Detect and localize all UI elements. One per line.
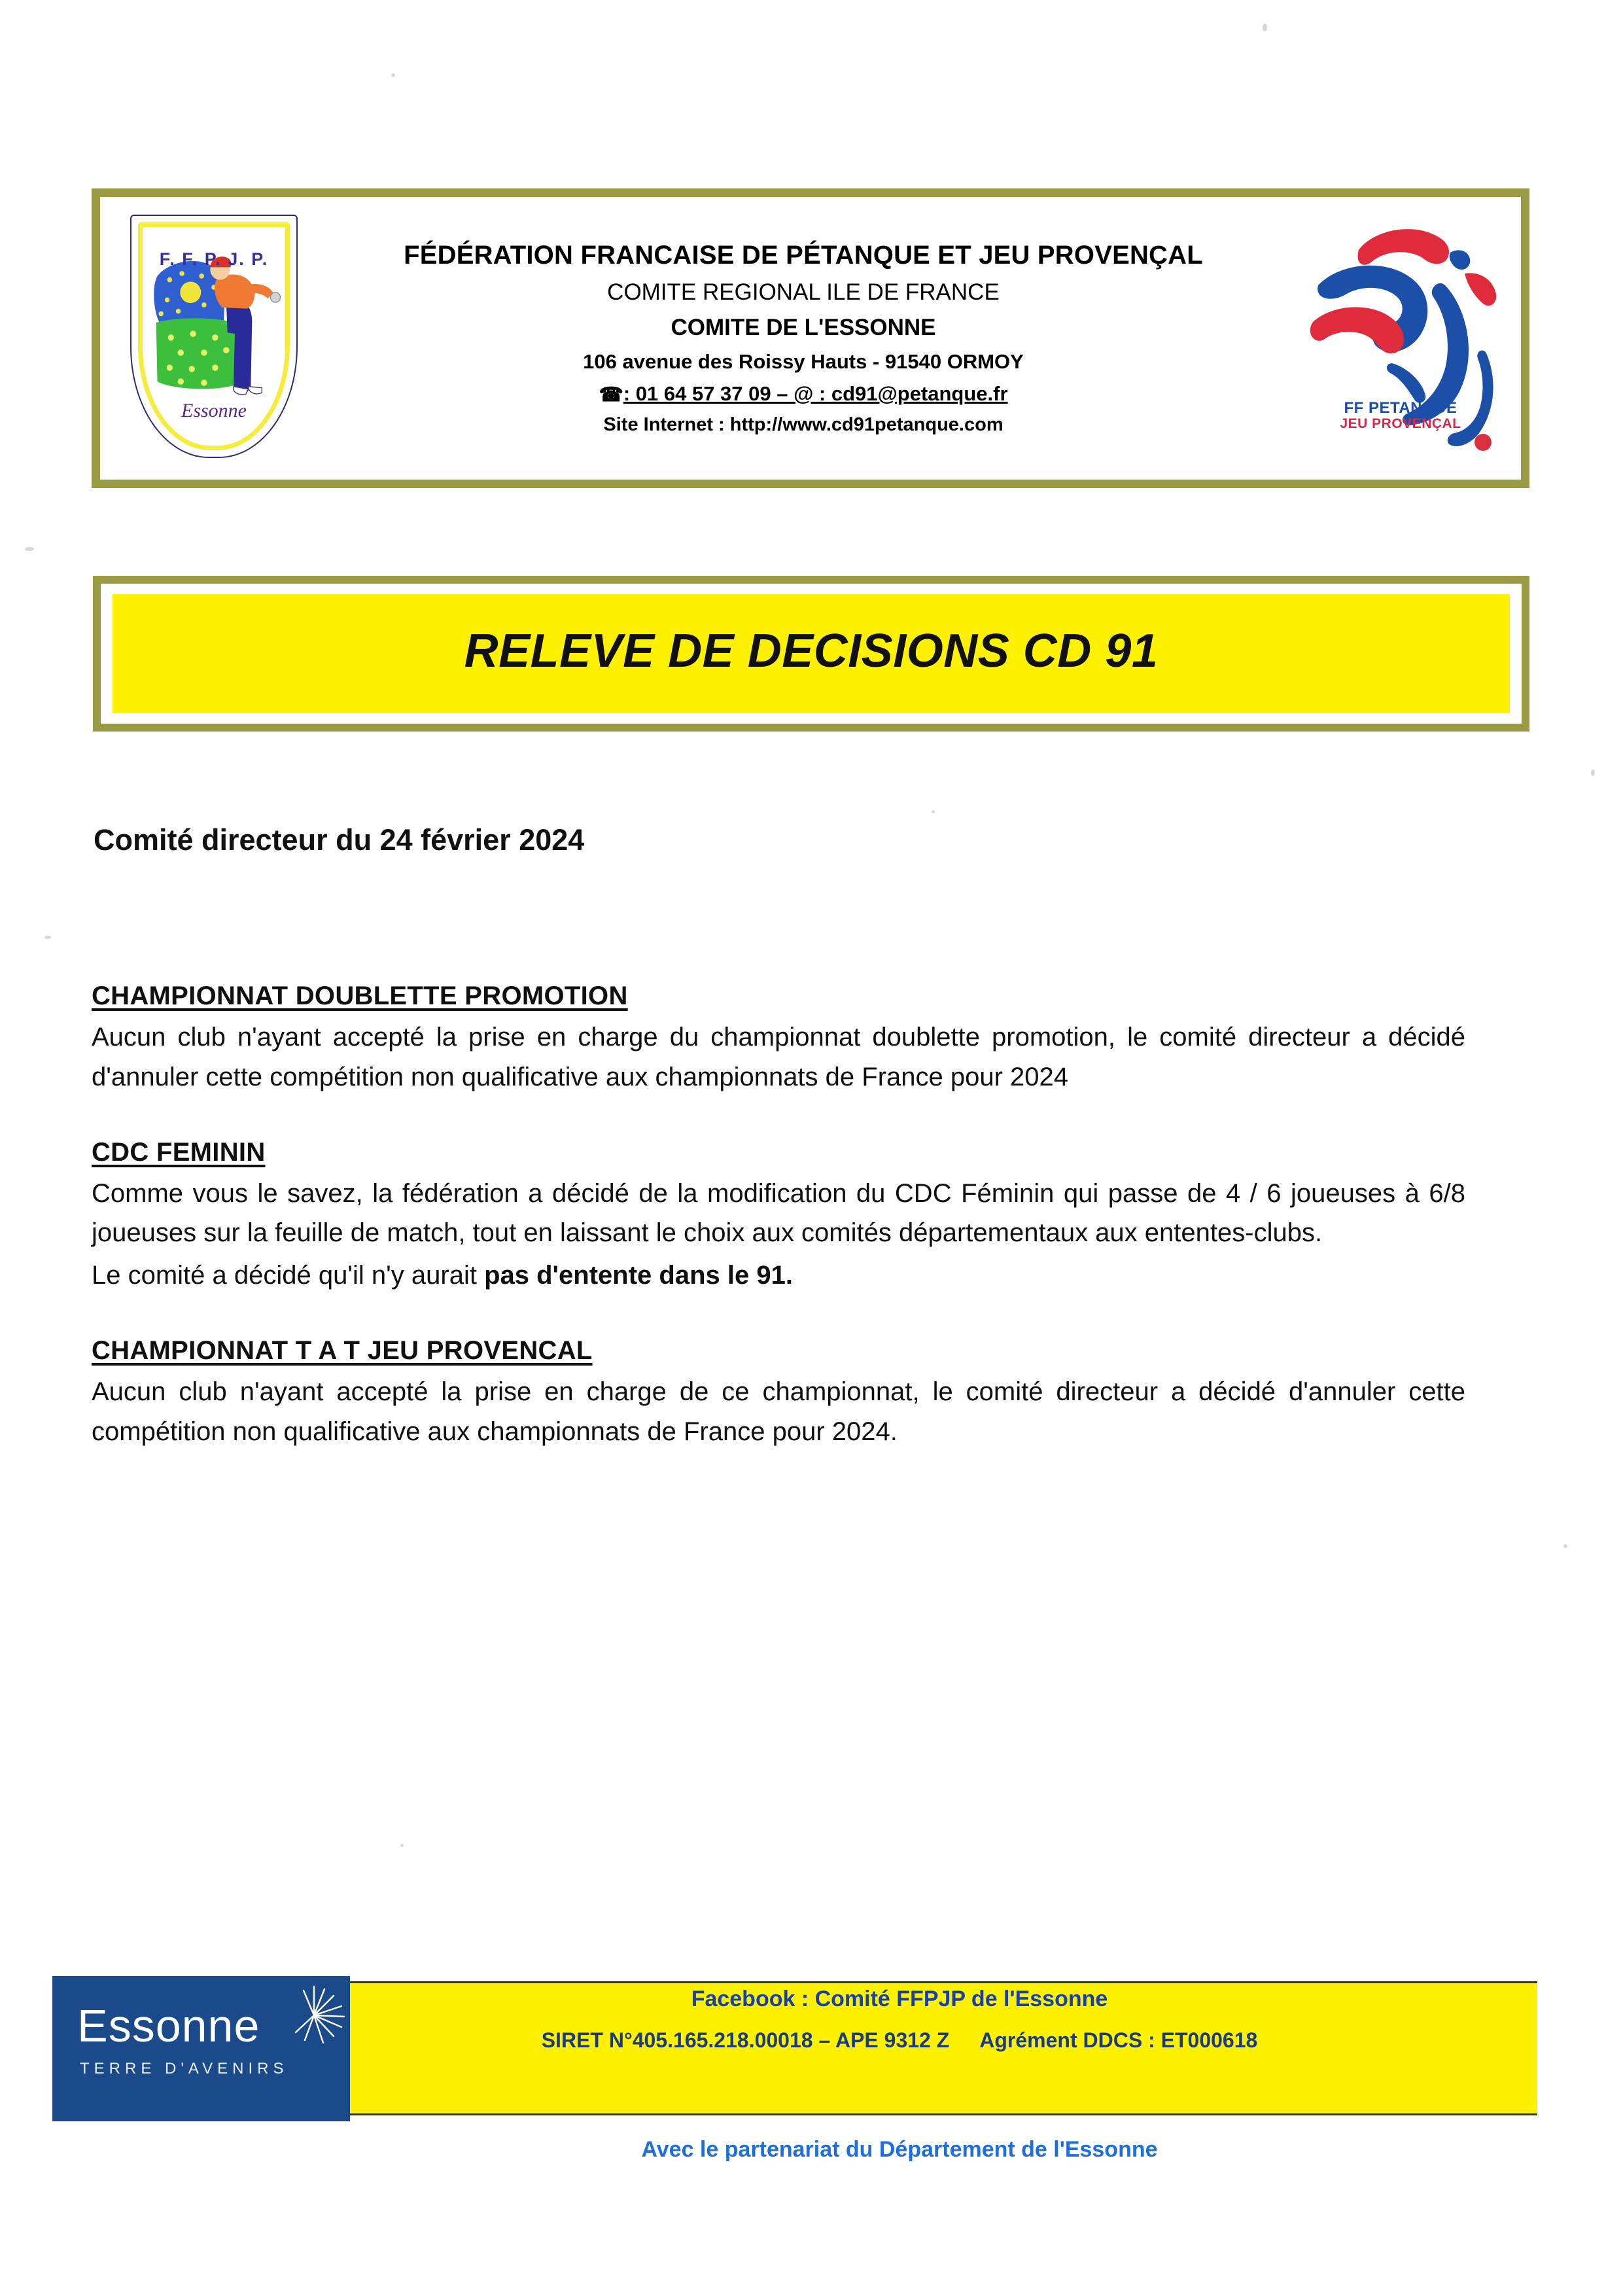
scan-speck bbox=[1591, 769, 1595, 776]
ffp-line-2: JEU PROVENÇAL bbox=[1340, 415, 1461, 431]
ff-petanque-rooster-icon bbox=[1296, 217, 1505, 459]
contact-line bbox=[321, 382, 1285, 406]
entente-prefix: Le comité a décidé qu'il n'y aurait bbox=[92, 1261, 485, 1290]
page-footer bbox=[0, 1975, 1623, 2210]
section-heading: CHAMPIONNAT DOUBLETTE PROMOTION bbox=[92, 981, 628, 1010]
section-paragraph: Aucun club n'ayant accepté la prise en charge de ce championnat, le comité directeur a décidé d'annuler cette compétition non qualificative aux championnats de France pour 2024. bbox=[92, 1377, 1465, 1446]
department-committee: COMITE DE L'ESSONNE bbox=[671, 315, 936, 340]
decisions-body bbox=[92, 981, 1465, 1452]
scan-speck bbox=[44, 936, 51, 939]
scan-speck bbox=[391, 73, 395, 77]
section-paragraph-secondary bbox=[92, 1256, 1465, 1296]
scan-speck bbox=[400, 1844, 404, 1847]
title-banner-frame bbox=[93, 576, 1529, 732]
ffp-line-1: FF PETANQUE bbox=[1344, 399, 1457, 417]
section-doublette-promotion bbox=[92, 981, 1465, 1097]
facebook-line: Facebook : Comité FFPJP de l'Essonne bbox=[691, 1987, 1108, 2011]
essonne-wordmark: Essonne bbox=[77, 2000, 260, 2051]
federation-name: FÉDÉRATION FRANCAISE DE PÉTANQUE ET JEU PROVENÇAL bbox=[404, 241, 1203, 270]
ffpjp-initials: F. F. P. J. P. bbox=[159, 249, 269, 269]
section-heading: CHAMPIONNAT T A T JEU PROVENCAL bbox=[92, 1335, 593, 1365]
scan-speck bbox=[932, 810, 935, 813]
partnership-line: Avec le partenariat du Département de l'Essonne bbox=[641, 2137, 1158, 2162]
ffpjp-shield-icon bbox=[121, 211, 311, 466]
letterhead-text bbox=[311, 241, 1296, 436]
section-paragraph: Comme vous le savez, la fédération a décidé de la modification du CDC Féminin qui passe de 4 / 6 joueuses à 6/8 joueuses sur la feuille de match, tout en laissant le choix aux comités départementaux aux ententes-clubs. bbox=[92, 1178, 1465, 1248]
regional-committee: COMITE REGIONAL ILE DE FRANCE bbox=[607, 279, 1000, 305]
ffpjp-script-label: Essonne bbox=[181, 400, 247, 421]
essonne-logo bbox=[52, 1976, 350, 2121]
contact-text: : 01 64 57 37 09 – @ : cd91@petanque.fr bbox=[623, 382, 1008, 405]
letterhead-box bbox=[92, 188, 1529, 488]
essonne-tagline: TERRE D'AVENIRS bbox=[80, 2060, 288, 2077]
website-line: Site Internet : http://www.cd91petanque.com bbox=[603, 414, 1003, 435]
scan-speck bbox=[25, 547, 34, 551]
page-title: RELEVE DE DECISIONS CD 91 bbox=[464, 625, 1159, 677]
section-tat-jeu-provencal bbox=[92, 1336, 1465, 1452]
siret-number: SIRET N°405.165.218.00018 – APE 9312 Z bbox=[541, 2028, 950, 2052]
telephone-icon: ☎ bbox=[599, 384, 623, 406]
entente-emphasis: pas d'entente dans le 91. bbox=[484, 1261, 793, 1290]
scan-speck bbox=[1563, 1544, 1567, 1548]
title-banner bbox=[113, 594, 1510, 713]
agrement-number: Agrément DDCS : ET000618 bbox=[979, 2028, 1258, 2052]
legal-identifiers-line bbox=[314, 2028, 1485, 2053]
section-cdc-feminin bbox=[92, 1138, 1465, 1296]
meeting-date: Comité directeur du 24 février 2024 bbox=[94, 823, 585, 857]
ff-petanque-wordmark bbox=[1296, 400, 1505, 431]
scan-speck bbox=[1263, 24, 1267, 31]
postal-address: 106 avenue des Roissy Hauts - 91540 ORMOY bbox=[583, 350, 1024, 373]
section-heading: CDC FEMININ bbox=[92, 1137, 266, 1167]
section-paragraph: Aucun club n'ayant accepté la prise en charge du championnat doublette promotion, le comité directeur a décidé d'annuler cette compétition non qualificative aux championnats de France pour 2024 bbox=[92, 1023, 1465, 1091]
